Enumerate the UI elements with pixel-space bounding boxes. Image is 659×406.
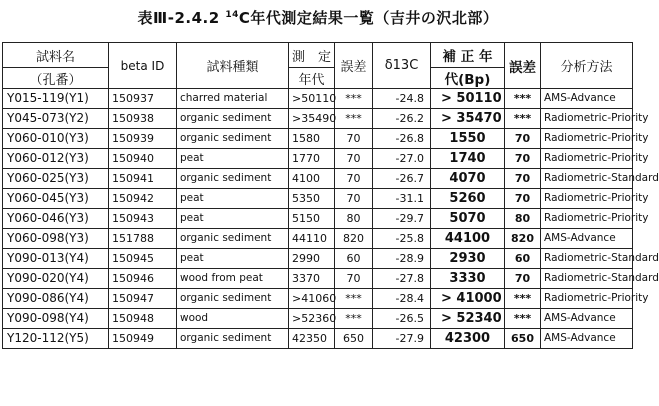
header-delta13c: δ13C: [373, 43, 431, 89]
cell-measured-age: 1770: [289, 149, 335, 169]
cell-measured-age: 2990: [289, 249, 335, 269]
cell-sample-id: Y060-045(Y3): [3, 189, 109, 209]
cell-method: Radiometric-Priority: [541, 209, 633, 229]
cell-method: Radiometric-Standard: [541, 269, 633, 289]
cell-sample-type: organic sediment: [177, 169, 289, 189]
cell-delta13c: -26.7: [373, 169, 431, 189]
table-row: [3, 129, 633, 149]
cell-error: ***: [335, 89, 373, 109]
cell-measured-age: 42350: [289, 329, 335, 349]
cell-beta-id: 150937: [109, 89, 177, 109]
table-row: [3, 189, 633, 209]
table-row: [3, 289, 633, 309]
cell-error: 820: [335, 229, 373, 249]
cell-measured-age: >35490: [289, 109, 335, 129]
cell-sample-id: Y045-073(Y2): [3, 109, 109, 129]
header-row-1: [3, 43, 633, 68]
cell-error-2: ***: [505, 109, 541, 129]
cell-error-2: 70: [505, 189, 541, 209]
cell-error: 70: [335, 149, 373, 169]
cell-beta-id: 150948: [109, 309, 177, 329]
table-title-prefix: 表Ⅲ-2.4.2: [137, 9, 226, 27]
cell-delta13c: -24.8: [373, 89, 431, 109]
header-beta-id: beta ID: [109, 43, 177, 89]
table-body: [3, 89, 659, 349]
cell-sample-id: Y090-086(Y4): [3, 289, 109, 309]
table-row: [3, 209, 633, 229]
cell-corrected-age: 4070: [431, 169, 505, 189]
cell-error-2: ***: [505, 289, 541, 309]
cell-delta13c: -27.0: [373, 149, 431, 169]
cell-beta-id: 150938: [109, 109, 177, 129]
cell-error: 70: [335, 189, 373, 209]
cell-delta13c: -28.9: [373, 249, 431, 269]
cell-method: AMS-Advance: [541, 229, 633, 249]
cell-method: Radiometric-Priority: [541, 129, 633, 149]
cell-error: 80: [335, 209, 373, 229]
cell-sample-id: Y060-046(Y3): [3, 209, 109, 229]
cell-sample-id: Y060-010(Y3): [3, 129, 109, 149]
cell-sample-id: Y015-119(Y1): [3, 89, 109, 109]
header-error: 誤差: [335, 43, 373, 89]
cell-sample-type: peat: [177, 209, 289, 229]
cell-measured-age: 1580: [289, 129, 335, 149]
cell-delta13c: -26.2: [373, 109, 431, 129]
cell-beta-id: 150941: [109, 169, 177, 189]
header-sample-name: 試料名: [3, 43, 109, 68]
cell-error: 70: [335, 169, 373, 189]
cell-measured-age: 3370: [289, 269, 335, 289]
cell-corrected-age: 1740: [431, 149, 505, 169]
cell-measured-age: >50110: [289, 89, 335, 109]
cell-corrected-age: > 35470: [431, 109, 505, 129]
cell-corrected-age: 1550: [431, 129, 505, 149]
cell-sample-type: peat: [177, 189, 289, 209]
results-table: [2, 42, 659, 349]
cell-sample-type: organic sediment: [177, 289, 289, 309]
header-sample-type: 試料種類: [177, 43, 289, 89]
table-row: [3, 109, 633, 129]
header-corrected-age-2: 代(Bp): [431, 68, 505, 89]
cell-beta-id: 150940: [109, 149, 177, 169]
cell-sample-id: Y060-025(Y3): [3, 169, 109, 189]
header-measured-age-2: 年代: [289, 68, 335, 89]
cell-sample-id: Y090-013(Y4): [3, 249, 109, 269]
cell-beta-id: 150945: [109, 249, 177, 269]
cell-error-2: 650: [505, 329, 541, 349]
cell-error: 70: [335, 269, 373, 289]
cell-delta13c: -29.7: [373, 209, 431, 229]
cell-beta-id: 150949: [109, 329, 177, 349]
table-row: [3, 309, 633, 329]
cell-sample-id: Y060-012(Y3): [3, 149, 109, 169]
cell-error: 60: [335, 249, 373, 269]
cell-method: Radiometric-Priority: [541, 289, 633, 309]
cell-method: AMS-Advance: [541, 329, 633, 349]
results-table-container: [2, 42, 659, 349]
cell-delta13c: -26.8: [373, 129, 431, 149]
cell-sample-type: organic sediment: [177, 229, 289, 249]
cell-error-2: ***: [505, 89, 541, 109]
header-method: 分析方法: [541, 43, 633, 89]
cell-corrected-age: > 52340: [431, 309, 505, 329]
cell-delta13c: -25.8: [373, 229, 431, 249]
cell-error-2: ***: [505, 309, 541, 329]
cell-beta-id: 150942: [109, 189, 177, 209]
cell-sample-type: organic sediment: [177, 329, 289, 349]
cell-measured-age: >41060: [289, 289, 335, 309]
cell-sample-type: organic sediment: [177, 109, 289, 129]
cell-measured-age: 4100: [289, 169, 335, 189]
cell-beta-id: 151788: [109, 229, 177, 249]
cell-sample-type: charred material: [177, 89, 289, 109]
header-measured-age-1: 測 定: [289, 43, 335, 68]
cell-sample-type: wood from peat: [177, 269, 289, 289]
cell-error-2: 80: [505, 209, 541, 229]
cell-method: Radiometric-Standard: [541, 169, 633, 189]
cell-corrected-age: 5070: [431, 209, 505, 229]
table-row: [3, 149, 633, 169]
cell-sample-type: organic sediment: [177, 129, 289, 149]
cell-beta-id: 150943: [109, 209, 177, 229]
cell-error-2: 60: [505, 249, 541, 269]
cell-sample-id: Y120-112(Y5): [3, 329, 109, 349]
cell-delta13c: -31.1: [373, 189, 431, 209]
cell-sample-id: Y090-020(Y4): [3, 269, 109, 289]
cell-beta-id: 150939: [109, 129, 177, 149]
cell-error: 70: [335, 129, 373, 149]
cell-method: Radiometric-Priority: [541, 109, 633, 129]
cell-error: ***: [335, 309, 373, 329]
cell-corrected-age: 5260: [431, 189, 505, 209]
cell-method: Radiometric-Priority: [541, 189, 633, 209]
table-row: [3, 269, 633, 289]
cell-error: ***: [335, 109, 373, 129]
table-row: [3, 169, 633, 189]
cell-delta13c: -26.5: [373, 309, 431, 329]
cell-delta13c: -27.8: [373, 269, 431, 289]
cell-sample-type: wood: [177, 309, 289, 329]
cell-method: Radiometric-Standard: [541, 249, 633, 269]
cell-error: ***: [335, 289, 373, 309]
cell-method: AMS-Advance: [541, 309, 633, 329]
table-title-superscript: 14: [225, 10, 239, 20]
cell-error-2: 70: [505, 149, 541, 169]
header-hole-no: （孔番）: [3, 68, 109, 89]
cell-method: AMS-Advance: [541, 89, 633, 109]
table-header: [3, 43, 633, 89]
cell-error-2: 70: [505, 269, 541, 289]
cell-sample-type: peat: [177, 249, 289, 269]
table-title-suffix: C年代測定結果一覧（吉井の沢北部）: [238, 9, 499, 27]
cell-delta13c: -28.4: [373, 289, 431, 309]
table-row: [3, 329, 633, 349]
cell-beta-id: 150947: [109, 289, 177, 309]
cell-measured-age: >52360: [289, 309, 335, 329]
cell-measured-age: 44110: [289, 229, 335, 249]
cell-corrected-age: 44100: [431, 229, 505, 249]
cell-corrected-age: > 41000: [431, 289, 505, 309]
cell-error-2: 820: [505, 229, 541, 249]
cell-delta13c: -27.9: [373, 329, 431, 349]
cell-error-2: 70: [505, 129, 541, 149]
header-error-2: 誤差: [505, 43, 541, 89]
cell-beta-id: 150946: [109, 269, 177, 289]
cell-corrected-age: 3330: [431, 269, 505, 289]
cell-sample-id: Y090-098(Y4): [3, 309, 109, 329]
cell-measured-age: 5350: [289, 189, 335, 209]
cell-error: 650: [335, 329, 373, 349]
header-corrected-age-1: 補 正 年: [431, 43, 505, 68]
cell-corrected-age: 2930: [431, 249, 505, 269]
cell-method: Radiometric-Priority: [541, 149, 633, 169]
cell-error-2: 70: [505, 169, 541, 189]
cell-sample-id: Y060-098(Y3): [3, 229, 109, 249]
table-title: [0, 2, 636, 28]
table-row: [3, 249, 633, 269]
cell-sample-type: peat: [177, 149, 289, 169]
table-row: [3, 229, 633, 249]
cell-measured-age: 5150: [289, 209, 335, 229]
cell-corrected-age: 42300: [431, 329, 505, 349]
cell-corrected-age: > 50110: [431, 89, 505, 109]
table-row: [3, 89, 633, 109]
